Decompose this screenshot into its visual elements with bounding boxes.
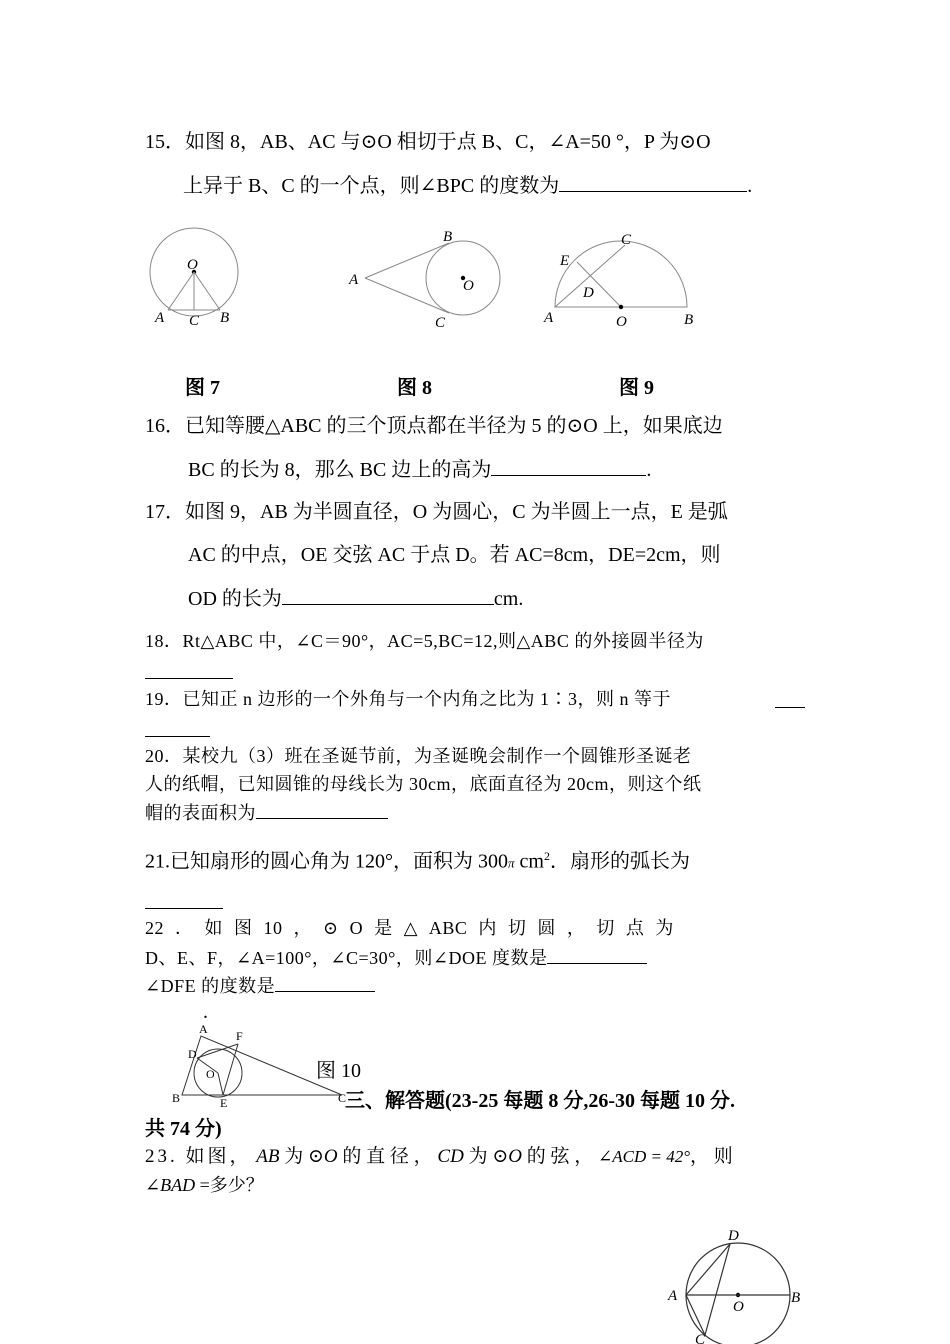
q19-answer-blank-a[interactable] xyxy=(775,689,805,708)
q16-line2-end: . xyxy=(646,459,652,481)
q15-line2 xyxy=(183,173,752,198)
q23-wei2: 为 xyxy=(463,1146,493,1167)
q21-unit-sup: 2 xyxy=(543,849,550,863)
q17-answer-blank[interactable] xyxy=(282,586,494,605)
fig8-label-o: O xyxy=(463,278,474,294)
q21-text-a: 21.已知扇形的圆心角为 120°，面积为 300 xyxy=(145,850,508,873)
figure-7 xyxy=(145,225,255,345)
fig10-label-o: O xyxy=(206,1067,215,1081)
fig23-label-c: C xyxy=(695,1332,706,1344)
q17-line3-text: OD 的长为 xyxy=(188,588,282,610)
q20-answer-blank[interactable] xyxy=(256,800,388,819)
fig9-caption: 图 9 xyxy=(619,377,654,399)
section-3-heading: 三、解答题(23-25 每题 8 分,26-30 每题 10 分. xyxy=(345,1090,735,1112)
q20-line1: 20．某校九（3）班在圣诞节前，为圣诞晚会制作一个圆锥形圣诞老 xyxy=(145,746,692,766)
fig8-label-c: C xyxy=(435,315,446,331)
q22-line2 xyxy=(145,945,647,970)
fig10-label-d: D xyxy=(188,1047,197,1061)
fig7-line-ob xyxy=(194,272,220,310)
q23-angle-bad: ∠BAD xyxy=(145,1175,196,1195)
q23-chord: 的 弦 ， xyxy=(522,1146,594,1167)
q23-cd: CD xyxy=(437,1146,464,1167)
q23-line2 xyxy=(145,1173,264,1197)
q21-pi: π xyxy=(508,855,515,871)
q23-then: ， 则 xyxy=(690,1146,733,1167)
q20-line3-text: 帽的表面积为 xyxy=(145,803,256,823)
q16-line2-text: BC 的长为 8，那么 BC 边上的高为 xyxy=(188,459,492,481)
q21-line1 xyxy=(145,844,690,876)
fig8-tangent-ac xyxy=(365,278,449,313)
q15-line1: 15．如图 8，AB、AC 与⊙O 相切于点 B、C，∠A=50 °，P 为⊙O xyxy=(145,131,711,153)
q23-wei1: 为 xyxy=(279,1146,308,1167)
q17-line1: 17．如图 9，AB 为半圆直径，O 为圆心，C 为半圆上一点，E 是弧 xyxy=(145,501,728,523)
q20-line2: 人的纸帽，已知圆锥的母线长为 30cm，底面直径为 20cm，则这个纸 xyxy=(145,774,702,794)
fig7-label-a: A xyxy=(155,310,165,326)
fig10-label-e: E xyxy=(220,1096,228,1110)
fig7-caption: 图 7 xyxy=(185,377,220,399)
figure-9 xyxy=(540,225,710,335)
q23-intro: 23. 如图， xyxy=(145,1146,252,1167)
fig7-label-c: C xyxy=(189,313,200,329)
fig9-label-d: D xyxy=(583,285,594,301)
fig10-line-oe xyxy=(218,1073,223,1095)
q23-ab: AB xyxy=(256,1146,280,1167)
q18-answer-blank[interactable] xyxy=(145,660,233,679)
fig8-label-b: B xyxy=(443,229,453,245)
q21-unit: cm xyxy=(514,850,544,873)
q18-line1: 18．Rt△ABC 中，∠C＝90°，AC=5,BC=12,则△ABC 的外接圆半径为 xyxy=(145,631,704,651)
q15-line2-end: . xyxy=(747,175,753,197)
fig10-label-f: F xyxy=(236,1029,243,1043)
fig9-label-c: C xyxy=(621,232,632,248)
q17-line2: AC 的中点，OE 交弦 AC 于点 D。若 AC=8cm，DE=2cm，则 xyxy=(188,544,721,566)
q22-line3 xyxy=(145,973,375,998)
q20-line3 xyxy=(145,800,388,825)
q17-line3-end: cm. xyxy=(493,588,524,610)
fig23-label-a: A xyxy=(668,1288,678,1304)
fig8-tangent-ab xyxy=(365,243,449,278)
q15-answer-blank[interactable] xyxy=(559,173,747,192)
q23-diameter: 的 直 径 ， xyxy=(337,1146,433,1167)
q22-line1: 22 ． 如 图 10 ， ⊙ O 是 △ ABC 内 切 圆 ， 切 点 为 xyxy=(145,918,674,938)
q21-answer-blank[interactable] xyxy=(145,890,223,909)
fig9-center-dot xyxy=(619,305,623,309)
figure-8 xyxy=(345,225,515,335)
q19-line1: 19．已知正 n 边形的一个外角与一个内角之比为 1∶3，则 n 等于 xyxy=(145,689,671,709)
fig7-line-oa xyxy=(168,272,194,310)
q23-circle-o-1: ⊙O xyxy=(308,1146,338,1167)
fig9-label-o: O xyxy=(616,314,627,330)
q22-answer-blank-b[interactable] xyxy=(275,973,375,992)
q22-line2-text: D、E、F，∠A=100°，∠C=30°，则∠DOE 度数是 xyxy=(145,948,548,968)
fig10-line-df xyxy=(197,1044,238,1058)
fig9-label-b: B xyxy=(684,312,694,328)
fig9-label-e: E xyxy=(560,253,570,269)
q22-dot: . xyxy=(203,1001,208,1023)
section-3-heading-cont: 共 74 分) xyxy=(145,1118,222,1140)
fig8-label-a: A xyxy=(349,272,359,288)
fig8-caption: 图 8 xyxy=(397,377,432,399)
fig23-label-b: B xyxy=(791,1290,801,1306)
fig23-label-o: O xyxy=(733,1299,744,1315)
q17-line3 xyxy=(188,586,523,611)
q23-line1 xyxy=(145,1145,733,1169)
q16-line1: 16．已知等腰△ABC 的三个顶点都在半径为 5 的⊙O 上，如果底边 xyxy=(145,415,723,437)
figure-q23 xyxy=(665,1224,815,1344)
fig7-label-o: O xyxy=(187,257,198,273)
q23-circle-o-2: ⊙O xyxy=(492,1146,522,1167)
q16-answer-blank[interactable] xyxy=(491,457,646,476)
q15-line2-text: 上异于 B、C 的一个点，则∠BPC 的度数为 xyxy=(183,175,560,197)
q22-answer-blank-a[interactable] xyxy=(547,945,647,964)
fig10-caption: 图 10 xyxy=(316,1060,361,1082)
fig10-label-b: B xyxy=(172,1091,181,1105)
q21-text-c: ．扇形的弧长为 xyxy=(549,850,690,873)
q23-question: =多少？ xyxy=(195,1175,264,1195)
q19-answer-blank-b[interactable] xyxy=(145,718,210,737)
q23-angle-acd: ∠ACD = 42° xyxy=(598,1147,691,1166)
fig9-label-a: A xyxy=(544,310,554,326)
fig9-semicircle xyxy=(555,241,687,307)
fig10-label-c: C xyxy=(338,1091,347,1105)
fig23-label-d: D xyxy=(728,1228,739,1244)
fig10-label-a: A xyxy=(199,1022,208,1036)
fig7-label-b: B xyxy=(220,310,230,326)
q16-line2 xyxy=(188,457,651,482)
fig10-line-fe xyxy=(223,1044,238,1095)
q22-line3-text: ∠DFE 的度数是 xyxy=(145,976,276,996)
fig23-chord-ac xyxy=(686,1295,705,1335)
